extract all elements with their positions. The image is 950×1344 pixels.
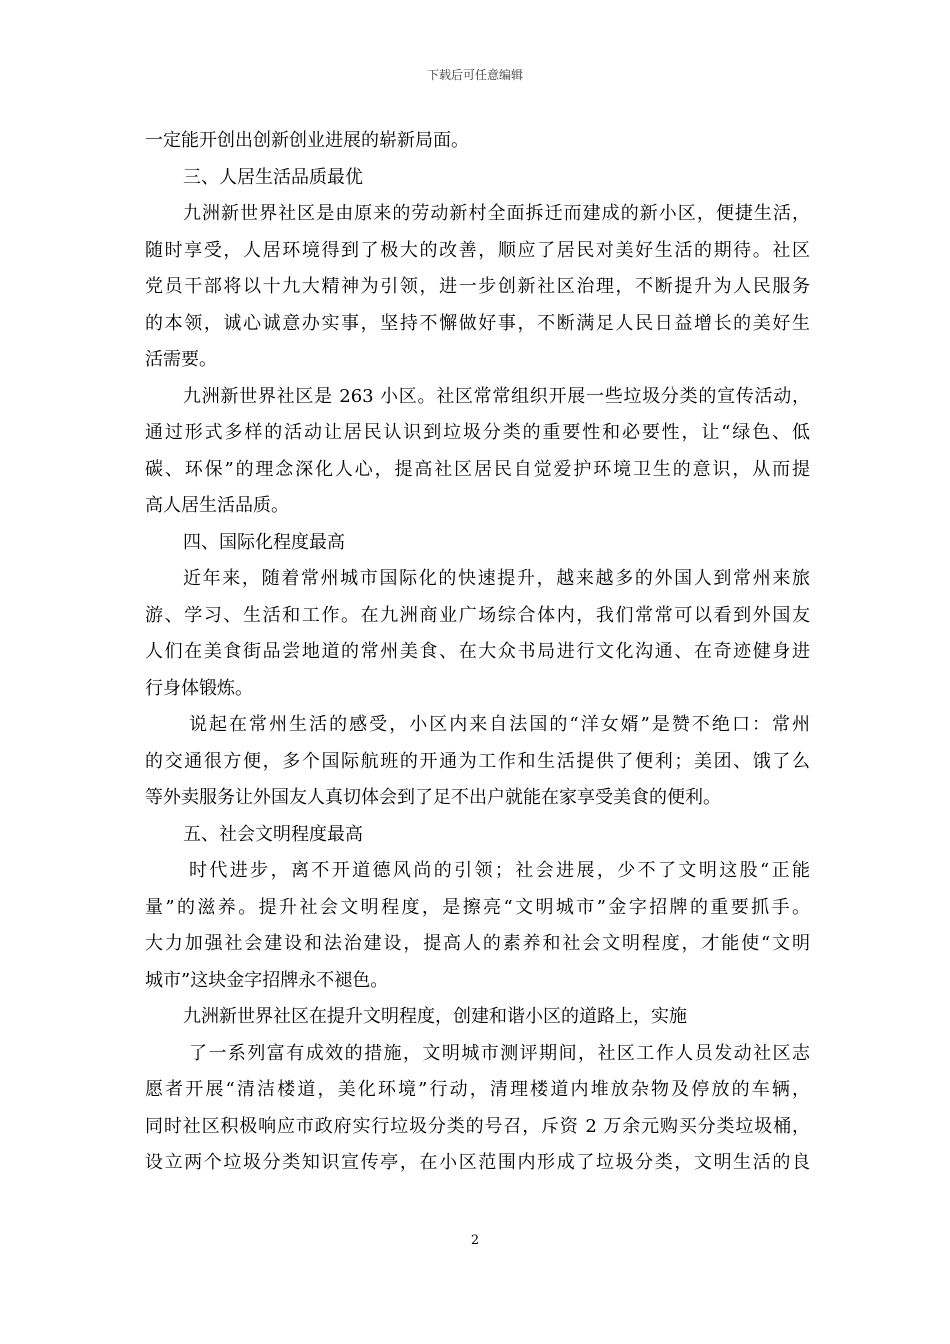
- text-line: 同时社区积极响应市政府实行垃圾分类的号召，斥资 2 万余元购买分类垃圾桶，: [145, 1115, 810, 1137]
- text-line: 行身体锻炼。: [145, 677, 253, 699]
- text-line: 城市”这块金字招牌永不褪色。: [145, 969, 389, 991]
- page-number: 2: [470, 1233, 480, 1248]
- text-line: 活需要。: [145, 349, 217, 370]
- text-line: 人们在美食街品尝地道的常州美食、在大众书局进行文化沟通、在奇迹健身进: [145, 641, 810, 662]
- text-line: 九洲新世界社区是 263 小区。社区常常组织开展一些垃圾分类的宣传活动，: [183, 385, 810, 407]
- text-line: 等外卖服务让外国友人真切体会到了足不出户就能在家享受美食的便利。: [145, 787, 721, 808]
- text-line: 的交通很方便，多个国际航班的开通为工作和生活提供了便利；美团、饿了么: [145, 750, 810, 772]
- text-line: 大力加强社会建设和法治建设，提高人的素养和社会文明程度，才能使“文明: [145, 933, 810, 954]
- text-line: 碳、环保”的理念深化人心，提高社区居民自觉爱护环境卫生的意识，从而提: [145, 458, 810, 480]
- text-line: 通过形式多样的活动让居民认识到垃圾分类的重要性和必要性，让“绿色、低: [145, 422, 810, 443]
- text-line: 九洲新世界社区是由原来的劳动新村全面拆迁而建成的新小区，便捷生活，: [183, 203, 810, 224]
- section-heading: 四、国际化程度最高: [183, 531, 345, 553]
- text-line: 量”的滋养。提升社会文明程度，是擦亮“文明城市”金字招牌的重要抓手。: [145, 896, 810, 918]
- section-heading: 五、社会文明程度最高: [183, 823, 363, 845]
- text-line: 一定能开创出创新创业进展的崭新局面。: [145, 130, 469, 151]
- text-line: 说起在常州生活的感受，小区内来自法国的“洋女婿”是赞不绝口：常州: [189, 714, 810, 735]
- page-header: 下载后可任意编辑: [426, 68, 523, 82]
- text-line: 游、学习、生活和工作。在九洲商业广场综合体内，我们常常可以看到外国友: [145, 604, 810, 626]
- text-line: 时代进步，离不开道德风尚的引领；社会进展，少不了文明这股“正能: [189, 860, 810, 881]
- text-line: 了一系列富有成效的措施，文明城市测评期间，社区工作人员发动社区志: [189, 1042, 810, 1064]
- text-line: 设立两个垃圾分类知识宣传亭，在小区范围内形成了垃圾分类，文明生活的良: [145, 1152, 810, 1173]
- text-line: 随时享受，人居环境得到了极大的改善，顺应了居民对美好生活的期待。社区: [145, 239, 810, 261]
- text-line: 党员干部将以十九大精神为引领，进一步创新社区治理，不断提升为人民服务: [145, 276, 810, 297]
- text-line: 高人居生活品质。: [145, 495, 289, 516]
- text-line: 九洲新世界社区在提升文明程度，创建和谐小区的道路上，实施: [183, 1006, 687, 1027]
- text-line: 的本领，诚心诚意办实事，坚持不懈做好事，不断满足人民日益增长的美好生: [145, 312, 810, 334]
- section-heading: 三、人居生活品质最优: [183, 166, 363, 188]
- document-body: [145, 123, 810, 1182]
- text-line: 近年来，随着常州城市国际化的快速提升，越来越多的外国人到常州来旅: [183, 568, 810, 589]
- text-line: 愿者开展“清洁楼道，美化环境”行动，清理楼道内堆放杂物及停放的车辆，: [145, 1079, 810, 1100]
